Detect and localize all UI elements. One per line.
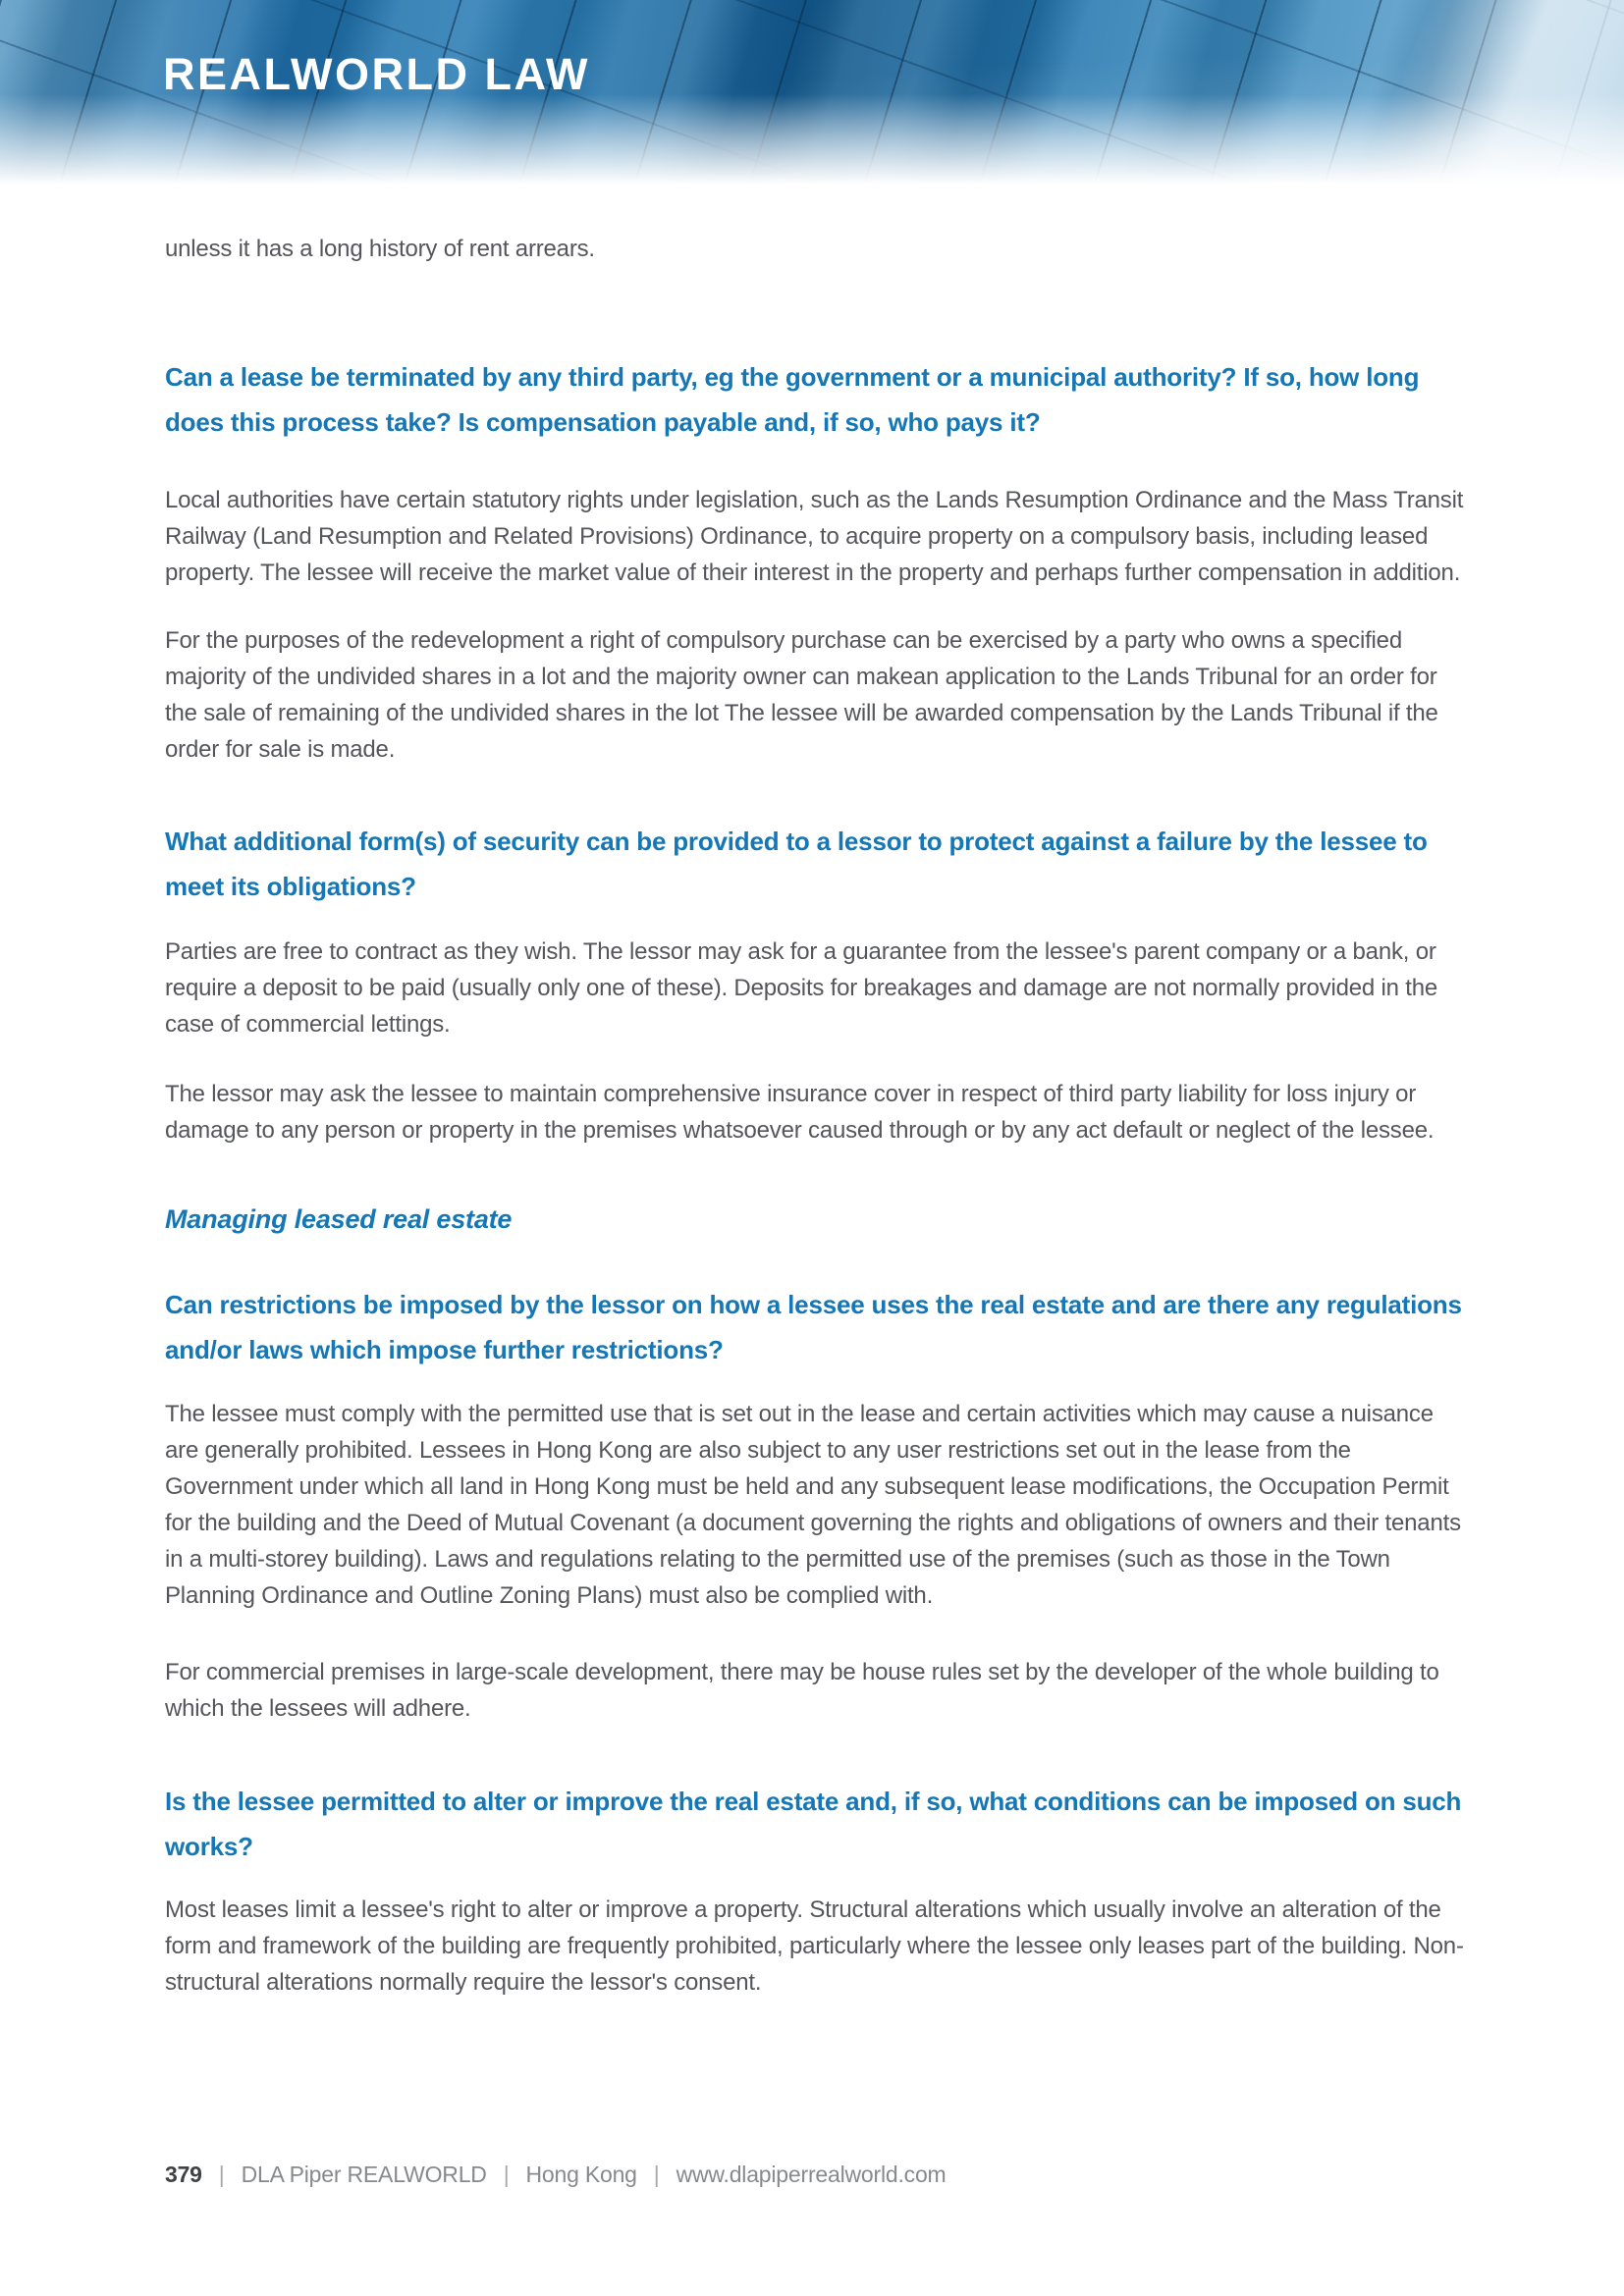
page-content <box>165 231 1465 2001</box>
footer-separator: | <box>653 2162 660 2187</box>
body-paragraph: For commercial premises in large-scale development, there may be house rules set by the developer of the whole building to which the lessees will adhere. <box>165 1659 1439 1722</box>
body-paragraph: The lessee must comply with the permitted use that is set out in the lease and certain activities which may cause a nuisance are generally prohibited. Lessees in Hong Kong are also subject to any user restrictions set out in the lease from the Government under which all land in Hong Kong must be held and any subsequent lease modifications, the Occupation Permit for the building and the Deed of Mutual Covenant (a document governing the rights and obligations of owners and their tenants in a multi-storey building). Laws and regulations relating to the permitted use of the premises (such as those in the Town Planning Ordinance and Outline Zoning Plans) must also be complied with. <box>165 1401 1461 1609</box>
body-paragraph: For the purposes of the redevelopment a right of compulsory purchase can be exercised by a party who owns a specified majority of the undivided shares in a lot and the majority owner can makean application to the Lands Tribunal for an order for the sale of remaining of the undivided shares in the lot The lessee will be awarded compensation by the Lands Tribunal if the order for sale is made. <box>165 627 1438 763</box>
publication-title: REALWORLD LAW <box>163 49 590 99</box>
footer-brand: DLA Piper REALWORLD <box>241 2162 487 2187</box>
page-footer <box>165 2162 947 2188</box>
question-heading: Is the lessee permitted to alter or improve the real estate and, if so, what conditions can be imposed on such works? <box>165 1787 1462 1861</box>
footer-separator: | <box>218 2162 225 2187</box>
body-paragraph: Parties are free to contract as they wish. The lessor may ask for a guarantee from the lessee's parent company or a bank, or require a deposit to be paid (usually only one of these). Deposits for breakages and damage are not normally provided in the case of commercial lettings. <box>165 938 1437 1038</box>
body-paragraph: unless it has a long history of rent arrears. <box>165 236 595 262</box>
footer-separator: | <box>503 2162 510 2187</box>
page-number: 379 <box>165 2162 202 2187</box>
footer-city: Hong Kong <box>525 2162 637 2187</box>
question-heading: Can restrictions be imposed by the lessor on how a lessee uses the real estate and are there any regulations and/or laws which impose further restrictions? <box>165 1290 1462 1364</box>
body-paragraph: Local authorities have certain statutory rights under legislation, such as the Lands Resumption Ordinance and the Mass Transit Railway (Land Resumption and Related Provisions) Ordinance, to acquire property on a compulsory basis, including leased property. The lessee will receive the market value of their interest in the property and perhaps further compensation in addition. <box>165 487 1464 586</box>
question-heading: What additional form(s) of security can be provided to a lessor to protect against a failure by the lessee to meet its obligations? <box>165 827 1428 901</box>
question-heading: Can a lease be terminated by any third party, eg the government or a municipal authority? If so, how long does this process take? Is compensation payable and, if so, who pays it? <box>165 362 1420 437</box>
body-paragraph: The lessor may ask the lessee to maintain comprehensive insurance cover in respect of third party liability for loss injury or damage to any person or property in the premises whatsoever caused through or by any act default or neglect of the lessee. <box>165 1081 1435 1144</box>
section-title: Managing leased real estate <box>165 1204 513 1234</box>
footer-website-url: www.dlapiperrealworld.com <box>676 2162 947 2187</box>
header-banner-image <box>0 0 1624 196</box>
body-paragraph: Most leases limit a lessee's right to alter or improve a property. Structural alterations which usually involve an alteration of the form and framework of the building are frequently prohibited, particularly where the lessee only leases part of the building. Non-structural alterations normally require the lessor's consent. <box>165 1896 1464 1996</box>
